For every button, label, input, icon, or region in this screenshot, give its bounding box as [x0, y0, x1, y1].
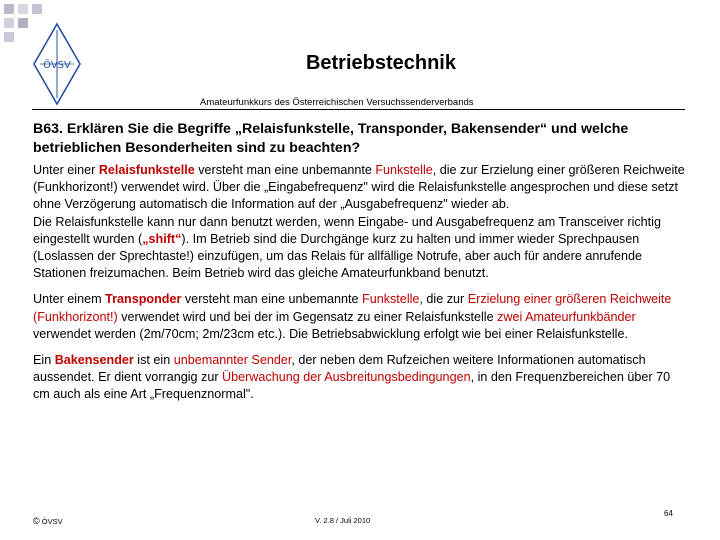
- paragraph-transponder: [33, 291, 688, 343]
- term-bakensender: Bakensender: [54, 353, 134, 368]
- square-decoration: [18, 4, 28, 14]
- page-number: 64: [664, 509, 673, 518]
- text-span: verwendet werden (2m/70cm; 2m/23cm etc.). Die Betriebsabwicklung erfolgt wie bei einer Relaisfunkstelle.: [33, 326, 628, 341]
- highlight-funkstelle: Funkstelle: [362, 292, 420, 307]
- highlight-reichweite: Erzielung einer größeren Reichweite (Funkhorizont!): [33, 292, 672, 324]
- square-decoration: [32, 4, 42, 14]
- question-heading: B63. Erklären Sie die Begriffe „Relaisfunkstelle, Transponder, Bakensender“ und welche betrieblichen Besonderheiten sind zu beachten?: [33, 121, 629, 156]
- highlight-unbemannter-sender: unbemannter Sender: [173, 353, 292, 368]
- highlight-ueberwachung: Überwachung der Ausbreitungsbedingungen: [222, 370, 471, 385]
- text-span: versteht man eine unbemannte: [181, 292, 363, 307]
- square-decoration: [18, 18, 28, 28]
- text-span: , die zur: [419, 292, 468, 307]
- text-span: , die zur Erzielung einer größeren Reichweite (Funkhorizont!) verwendet wird. Über die „Eingabefrequenz" wird die Relaisfunkstelle angesprochen und diese setzt ohne Verzögerung automatisch die Information auf der „Ausgabefrequenz" wieder ab.: [33, 163, 685, 212]
- page-title: Betriebstechnik: [305, 52, 456, 74]
- copyright-icon: ©: [33, 516, 40, 526]
- header-divider: [32, 109, 685, 110]
- text-span: Unter einer: [33, 163, 99, 177]
- text-span: Ein: [33, 353, 55, 368]
- text-span: Die Relaisfunkstelle kann nur dann benutzt werden, wenn Eingabe- und Ausgabefrequenz am Transceiver richtig eingestellt wurden (: [33, 214, 661, 246]
- highlight-funkstelle: Funkstelle: [375, 163, 433, 177]
- highlight-zwei-baender: zwei Amateurfunkbänder: [497, 309, 636, 324]
- main-content: [33, 120, 688, 413]
- text-span: versteht man eine unbemannte: [194, 163, 376, 177]
- term-shift: „shift“: [142, 231, 182, 246]
- term-relaisfunkstelle: Relaisfunkstelle: [98, 163, 195, 177]
- text-span: , in den Frequenzbereichen über 70 cm auch als eine Art „Frequenznormal".: [33, 370, 671, 402]
- paragraph-relaisfunkstelle: [33, 162, 688, 282]
- square-decoration: [4, 32, 14, 42]
- footer-organization: ÖVSV: [41, 517, 63, 526]
- text-span: Unter einem: [33, 292, 106, 307]
- paragraph-bakensender: [33, 352, 688, 404]
- text-span: ist ein: [133, 353, 174, 368]
- footer-copyright: [33, 516, 63, 526]
- term-transponder: Transponder: [105, 292, 182, 307]
- text-span: verwendet wird und bei der im Gegensatz zu einer Relaisfunkstelle: [117, 309, 498, 324]
- text-span: , der neben dem Rufzeichen weitere Informationen automatisch aussendet. Er dient vorrangig zur: [33, 353, 646, 385]
- text-span: ). Im Betrieb sind die Durchgänge kurz zu halten und immer wieder Sprechpausen (Loslassen der Sprechtaste!) einzufügen, um das Relais für allfällige Notrufe, aber auch für andere anrufende Stationen freizumachen. Beim Betrieb wird das gleiche Amateurfunkband benutzt.: [33, 231, 643, 281]
- page-subtitle: Amateurfunkkurs des Österreichischen Versuchssenderverbands: [200, 97, 474, 108]
- footer-version: V. 2.8 / Juli 2010: [315, 516, 371, 525]
- logo-text: ÖVSV: [43, 60, 71, 71]
- square-decoration: [4, 18, 14, 28]
- square-decoration: [4, 4, 14, 14]
